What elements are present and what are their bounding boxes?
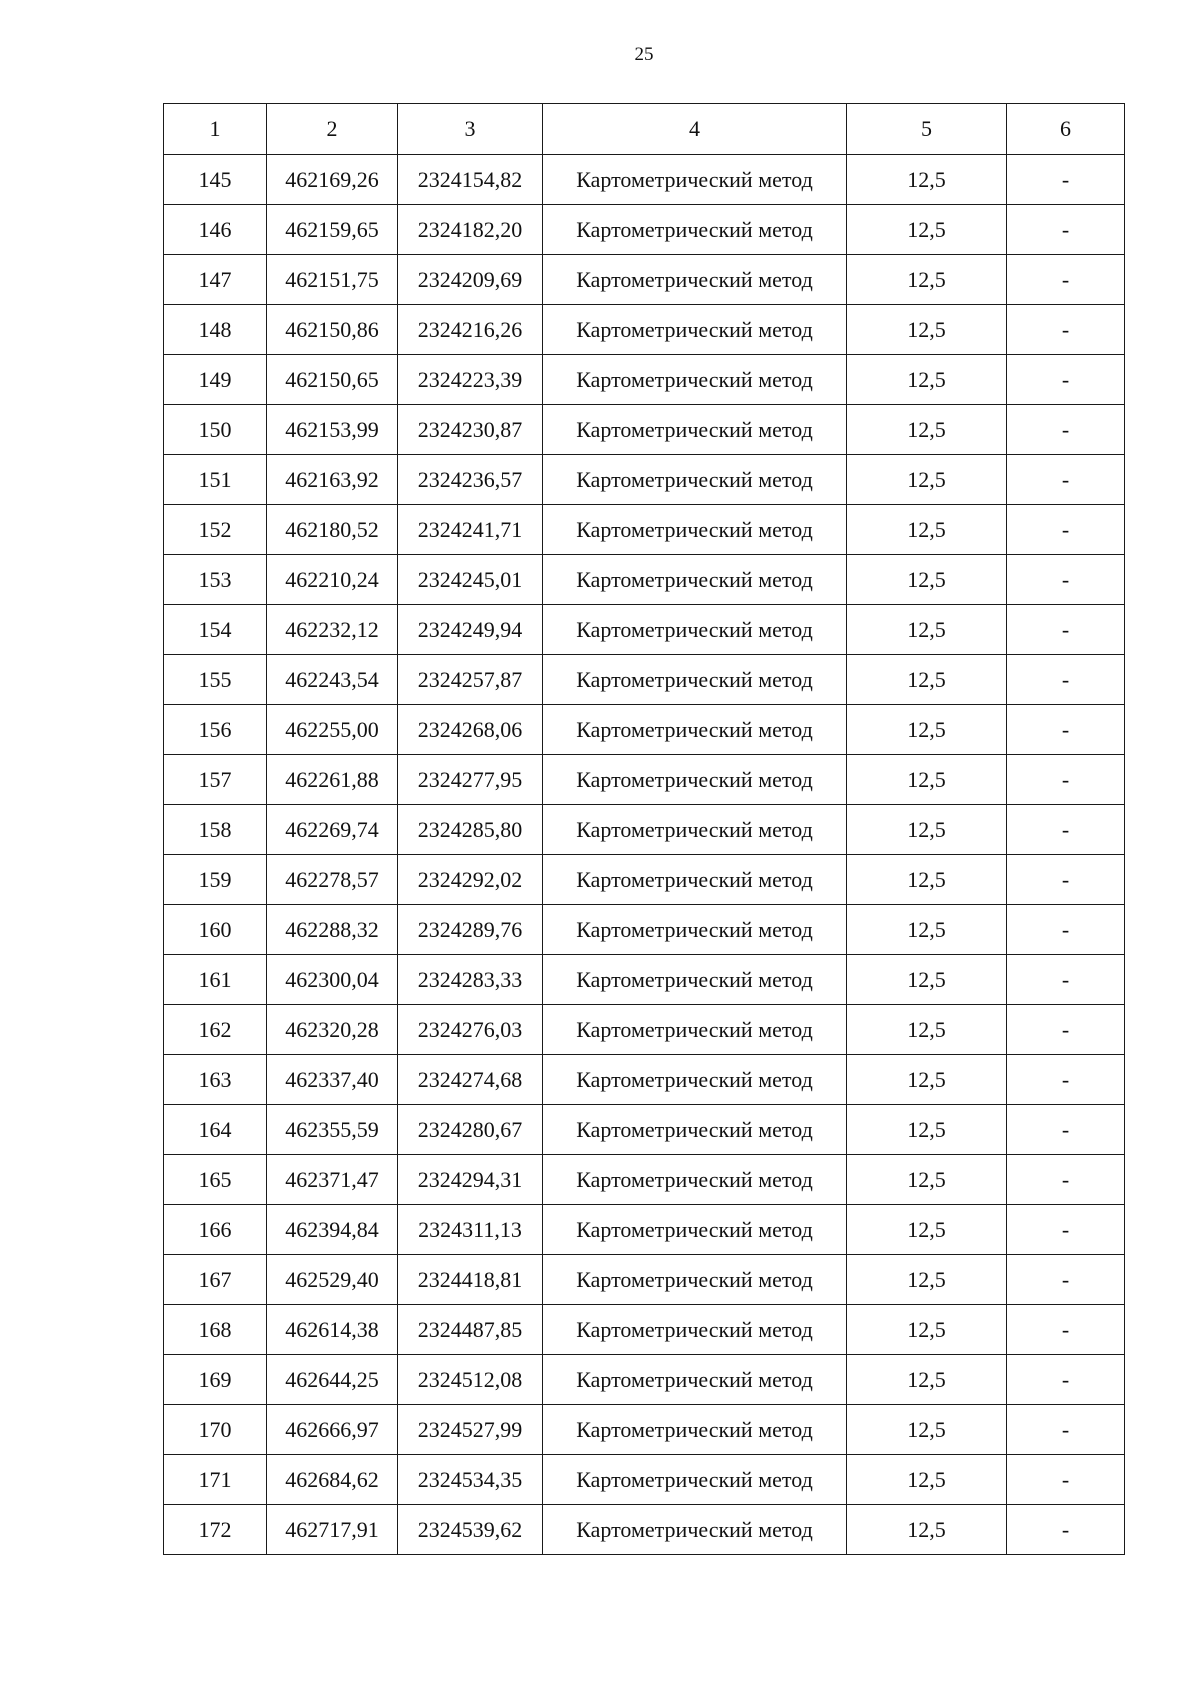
x-coordinate-cell: 462300,04 bbox=[267, 955, 398, 1005]
point-number-cell: 152 bbox=[164, 505, 267, 555]
table-row bbox=[164, 1405, 1125, 1455]
table-row bbox=[164, 1205, 1125, 1255]
x-coordinate-cell: 462150,86 bbox=[267, 305, 398, 355]
point-number-cell: 171 bbox=[164, 1455, 267, 1505]
note-cell: - bbox=[1007, 1105, 1125, 1155]
note-cell: - bbox=[1007, 1155, 1125, 1205]
method-cell: Картометрический метод bbox=[543, 1055, 847, 1105]
x-coordinate-cell: 462614,38 bbox=[267, 1305, 398, 1355]
note-cell: - bbox=[1007, 505, 1125, 555]
method-cell: Картометрический метод bbox=[543, 1455, 847, 1505]
accuracy-cell: 12,5 bbox=[847, 1105, 1007, 1155]
table-header-row bbox=[164, 104, 1125, 155]
note-cell: - bbox=[1007, 1355, 1125, 1405]
note-cell: - bbox=[1007, 355, 1125, 405]
table-row bbox=[164, 205, 1125, 255]
y-coordinate-cell: 2324418,81 bbox=[398, 1255, 543, 1305]
note-cell: - bbox=[1007, 455, 1125, 505]
note-cell: - bbox=[1007, 1005, 1125, 1055]
x-coordinate-cell: 462180,52 bbox=[267, 505, 398, 555]
method-cell: Картометрический метод bbox=[543, 1005, 847, 1055]
y-coordinate-cell: 2324280,67 bbox=[398, 1105, 543, 1155]
note-cell: - bbox=[1007, 1255, 1125, 1305]
method-cell: Картометрический метод bbox=[543, 205, 847, 255]
y-coordinate-cell: 2324527,99 bbox=[398, 1405, 543, 1455]
method-cell: Картометрический метод bbox=[543, 855, 847, 905]
x-coordinate-cell: 462644,25 bbox=[267, 1355, 398, 1405]
table-row bbox=[164, 1155, 1125, 1205]
x-coordinate-cell: 462210,24 bbox=[267, 555, 398, 605]
y-coordinate-cell: 2324487,85 bbox=[398, 1305, 543, 1355]
note-cell: - bbox=[1007, 805, 1125, 855]
note-cell: - bbox=[1007, 605, 1125, 655]
accuracy-cell: 12,5 bbox=[847, 1005, 1007, 1055]
table-row bbox=[164, 955, 1125, 1005]
accuracy-cell: 12,5 bbox=[847, 755, 1007, 805]
point-number-cell: 151 bbox=[164, 455, 267, 505]
point-number-cell: 162 bbox=[164, 1005, 267, 1055]
point-number-cell: 166 bbox=[164, 1205, 267, 1255]
y-coordinate-cell: 2324534,35 bbox=[398, 1455, 543, 1505]
table-row bbox=[164, 155, 1125, 205]
method-cell: Картометрический метод bbox=[543, 305, 847, 355]
accuracy-cell: 12,5 bbox=[847, 1155, 1007, 1205]
point-number-cell: 145 bbox=[164, 155, 267, 205]
method-cell: Картометрический метод bbox=[543, 1105, 847, 1155]
table-row bbox=[164, 505, 1125, 555]
y-coordinate-cell: 2324311,13 bbox=[398, 1205, 543, 1255]
accuracy-cell: 12,5 bbox=[847, 205, 1007, 255]
point-number-cell: 161 bbox=[164, 955, 267, 1005]
accuracy-cell: 12,5 bbox=[847, 605, 1007, 655]
x-coordinate-cell: 462320,28 bbox=[267, 1005, 398, 1055]
y-coordinate-cell: 2324245,01 bbox=[398, 555, 543, 605]
table-body bbox=[164, 155, 1125, 1555]
y-coordinate-cell: 2324512,08 bbox=[398, 1355, 543, 1405]
method-cell: Картометрический метод bbox=[543, 555, 847, 605]
x-coordinate-cell: 462288,32 bbox=[267, 905, 398, 955]
x-coordinate-cell: 462529,40 bbox=[267, 1255, 398, 1305]
method-cell: Картометрический метод bbox=[543, 1255, 847, 1305]
x-coordinate-cell: 462261,88 bbox=[267, 755, 398, 805]
accuracy-cell: 12,5 bbox=[847, 305, 1007, 355]
note-cell: - bbox=[1007, 955, 1125, 1005]
x-coordinate-cell: 462232,12 bbox=[267, 605, 398, 655]
table-row bbox=[164, 605, 1125, 655]
method-cell: Картометрический метод bbox=[543, 155, 847, 205]
point-number-cell: 154 bbox=[164, 605, 267, 655]
accuracy-cell: 12,5 bbox=[847, 255, 1007, 305]
x-coordinate-cell: 462163,92 bbox=[267, 455, 398, 505]
method-cell: Картометрический метод bbox=[543, 355, 847, 405]
point-number-cell: 160 bbox=[164, 905, 267, 955]
column-header: 4 bbox=[543, 104, 847, 155]
x-coordinate-cell: 462269,74 bbox=[267, 805, 398, 855]
note-cell: - bbox=[1007, 905, 1125, 955]
accuracy-cell: 12,5 bbox=[847, 655, 1007, 705]
table-row bbox=[164, 1005, 1125, 1055]
note-cell: - bbox=[1007, 205, 1125, 255]
note-cell: - bbox=[1007, 555, 1125, 605]
method-cell: Картометрический метод bbox=[543, 1505, 847, 1555]
x-coordinate-cell: 462151,75 bbox=[267, 255, 398, 305]
method-cell: Картометрический метод bbox=[543, 905, 847, 955]
accuracy-cell: 12,5 bbox=[847, 455, 1007, 505]
accuracy-cell: 12,5 bbox=[847, 705, 1007, 755]
accuracy-cell: 12,5 bbox=[847, 555, 1007, 605]
point-number-cell: 168 bbox=[164, 1305, 267, 1355]
column-header: 3 bbox=[398, 104, 543, 155]
table-row bbox=[164, 1305, 1125, 1355]
y-coordinate-cell: 2324216,26 bbox=[398, 305, 543, 355]
y-coordinate-cell: 2324257,87 bbox=[398, 655, 543, 705]
table-row bbox=[164, 705, 1125, 755]
table-row bbox=[164, 655, 1125, 705]
note-cell: - bbox=[1007, 305, 1125, 355]
point-number-cell: 155 bbox=[164, 655, 267, 705]
table-row bbox=[164, 255, 1125, 305]
accuracy-cell: 12,5 bbox=[847, 505, 1007, 555]
y-coordinate-cell: 2324268,06 bbox=[398, 705, 543, 755]
method-cell: Картометрический метод bbox=[543, 505, 847, 555]
point-number-cell: 156 bbox=[164, 705, 267, 755]
note-cell: - bbox=[1007, 1505, 1125, 1555]
coordinates-table bbox=[163, 103, 1125, 1555]
x-coordinate-cell: 462169,26 bbox=[267, 155, 398, 205]
note-cell: - bbox=[1007, 1205, 1125, 1255]
table-row bbox=[164, 1105, 1125, 1155]
method-cell: Картометрический метод bbox=[543, 955, 847, 1005]
y-coordinate-cell: 2324285,80 bbox=[398, 805, 543, 855]
x-coordinate-cell: 462666,97 bbox=[267, 1405, 398, 1455]
y-coordinate-cell: 2324539,62 bbox=[398, 1505, 543, 1555]
table-row bbox=[164, 855, 1125, 905]
method-cell: Картометрический метод bbox=[543, 1155, 847, 1205]
accuracy-cell: 12,5 bbox=[847, 1205, 1007, 1255]
accuracy-cell: 12,5 bbox=[847, 1055, 1007, 1105]
accuracy-cell: 12,5 bbox=[847, 805, 1007, 855]
note-cell: - bbox=[1007, 655, 1125, 705]
point-number-cell: 147 bbox=[164, 255, 267, 305]
accuracy-cell: 12,5 bbox=[847, 1505, 1007, 1555]
table-row bbox=[164, 755, 1125, 805]
y-coordinate-cell: 2324236,57 bbox=[398, 455, 543, 505]
point-number-cell: 150 bbox=[164, 405, 267, 455]
accuracy-cell: 12,5 bbox=[847, 855, 1007, 905]
column-header: 5 bbox=[847, 104, 1007, 155]
table-row bbox=[164, 355, 1125, 405]
table-row bbox=[164, 1355, 1125, 1405]
x-coordinate-cell: 462717,91 bbox=[267, 1505, 398, 1555]
y-coordinate-cell: 2324241,71 bbox=[398, 505, 543, 555]
y-coordinate-cell: 2324274,68 bbox=[398, 1055, 543, 1105]
y-coordinate-cell: 2324223,39 bbox=[398, 355, 543, 405]
method-cell: Картометрический метод bbox=[543, 1205, 847, 1255]
x-coordinate-cell: 462337,40 bbox=[267, 1055, 398, 1105]
y-coordinate-cell: 2324249,94 bbox=[398, 605, 543, 655]
note-cell: - bbox=[1007, 1405, 1125, 1455]
point-number-cell: 148 bbox=[164, 305, 267, 355]
x-coordinate-cell: 462243,54 bbox=[267, 655, 398, 705]
y-coordinate-cell: 2324230,87 bbox=[398, 405, 543, 455]
table-row bbox=[164, 1455, 1125, 1505]
y-coordinate-cell: 2324276,03 bbox=[398, 1005, 543, 1055]
accuracy-cell: 12,5 bbox=[847, 1255, 1007, 1305]
point-number-cell: 159 bbox=[164, 855, 267, 905]
y-coordinate-cell: 2324289,76 bbox=[398, 905, 543, 955]
page-number: 25 bbox=[634, 44, 654, 65]
accuracy-cell: 12,5 bbox=[847, 355, 1007, 405]
x-coordinate-cell: 462153,99 bbox=[267, 405, 398, 455]
method-cell: Картометрический метод bbox=[543, 455, 847, 505]
x-coordinate-cell: 462278,57 bbox=[267, 855, 398, 905]
method-cell: Картометрический метод bbox=[543, 805, 847, 855]
accuracy-cell: 12,5 bbox=[847, 1455, 1007, 1505]
note-cell: - bbox=[1007, 705, 1125, 755]
point-number-cell: 167 bbox=[164, 1255, 267, 1305]
table-row bbox=[164, 1505, 1125, 1555]
point-number-cell: 164 bbox=[164, 1105, 267, 1155]
accuracy-cell: 12,5 bbox=[847, 955, 1007, 1005]
note-cell: - bbox=[1007, 1455, 1125, 1505]
table-row bbox=[164, 805, 1125, 855]
point-number-cell: 172 bbox=[164, 1505, 267, 1555]
accuracy-cell: 12,5 bbox=[847, 1305, 1007, 1355]
point-number-cell: 149 bbox=[164, 355, 267, 405]
point-number-cell: 146 bbox=[164, 205, 267, 255]
y-coordinate-cell: 2324283,33 bbox=[398, 955, 543, 1005]
y-coordinate-cell: 2324294,31 bbox=[398, 1155, 543, 1205]
note-cell: - bbox=[1007, 755, 1125, 805]
accuracy-cell: 12,5 bbox=[847, 1405, 1007, 1455]
x-coordinate-cell: 462355,59 bbox=[267, 1105, 398, 1155]
y-coordinate-cell: 2324277,95 bbox=[398, 755, 543, 805]
x-coordinate-cell: 462150,65 bbox=[267, 355, 398, 405]
x-coordinate-cell: 462684,62 bbox=[267, 1455, 398, 1505]
x-coordinate-cell: 462255,00 bbox=[267, 705, 398, 755]
y-coordinate-cell: 2324182,20 bbox=[398, 205, 543, 255]
table-row bbox=[164, 405, 1125, 455]
method-cell: Картометрический метод bbox=[543, 755, 847, 805]
table-row bbox=[164, 905, 1125, 955]
accuracy-cell: 12,5 bbox=[847, 155, 1007, 205]
point-number-cell: 163 bbox=[164, 1055, 267, 1105]
table-row bbox=[164, 455, 1125, 505]
method-cell: Картометрический метод bbox=[543, 1355, 847, 1405]
accuracy-cell: 12,5 bbox=[847, 405, 1007, 455]
y-coordinate-cell: 2324292,02 bbox=[398, 855, 543, 905]
point-number-cell: 169 bbox=[164, 1355, 267, 1405]
table-row bbox=[164, 1055, 1125, 1105]
column-header: 6 bbox=[1007, 104, 1125, 155]
table-row bbox=[164, 1255, 1125, 1305]
method-cell: Картометрический метод bbox=[543, 405, 847, 455]
x-coordinate-cell: 462159,65 bbox=[267, 205, 398, 255]
point-number-cell: 157 bbox=[164, 755, 267, 805]
note-cell: - bbox=[1007, 1305, 1125, 1355]
column-header: 2 bbox=[267, 104, 398, 155]
point-number-cell: 153 bbox=[164, 555, 267, 605]
method-cell: Картометрический метод bbox=[543, 1405, 847, 1455]
method-cell: Картометрический метод bbox=[543, 655, 847, 705]
note-cell: - bbox=[1007, 255, 1125, 305]
method-cell: Картометрический метод bbox=[543, 1305, 847, 1355]
y-coordinate-cell: 2324154,82 bbox=[398, 155, 543, 205]
column-header: 1 bbox=[164, 104, 267, 155]
point-number-cell: 158 bbox=[164, 805, 267, 855]
method-cell: Картометрический метод bbox=[543, 605, 847, 655]
table-row bbox=[164, 305, 1125, 355]
accuracy-cell: 12,5 bbox=[847, 1355, 1007, 1405]
y-coordinate-cell: 2324209,69 bbox=[398, 255, 543, 305]
point-number-cell: 165 bbox=[164, 1155, 267, 1205]
method-cell: Картометрический метод bbox=[543, 705, 847, 755]
note-cell: - bbox=[1007, 155, 1125, 205]
x-coordinate-cell: 462371,47 bbox=[267, 1155, 398, 1205]
accuracy-cell: 12,5 bbox=[847, 905, 1007, 955]
table-row bbox=[164, 555, 1125, 605]
note-cell: - bbox=[1007, 855, 1125, 905]
note-cell: - bbox=[1007, 1055, 1125, 1105]
point-number-cell: 170 bbox=[164, 1405, 267, 1455]
method-cell: Картометрический метод bbox=[543, 255, 847, 305]
note-cell: - bbox=[1007, 405, 1125, 455]
x-coordinate-cell: 462394,84 bbox=[267, 1205, 398, 1255]
